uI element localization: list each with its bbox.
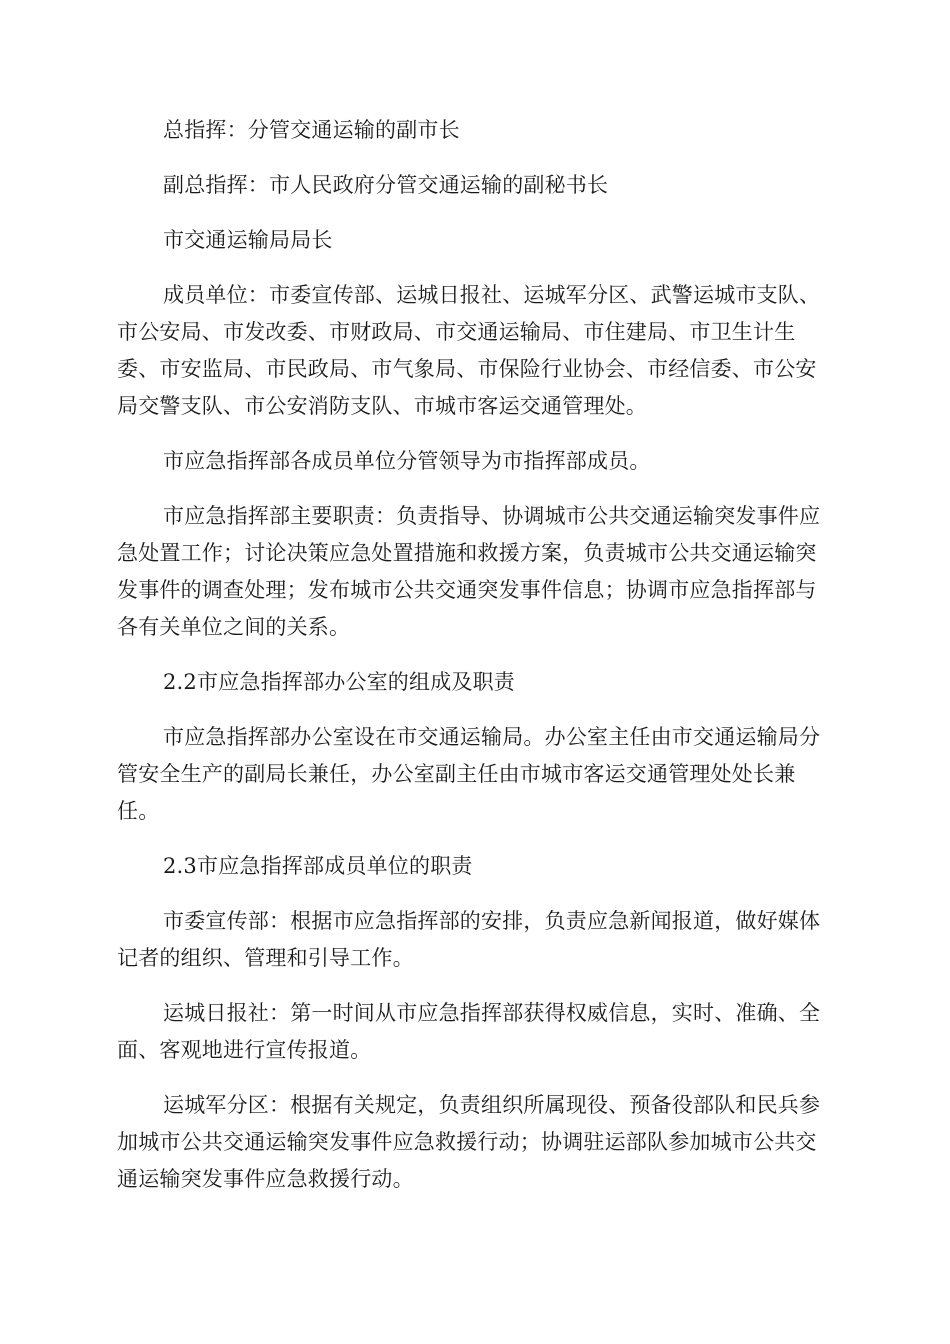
paragraph-deputy-commander: 副总指挥：市人民政府分管交通运输的副秘书长 <box>163 173 609 197</box>
section-heading-2-2: 2.2市应急指挥部办公室的组成及职责 <box>163 670 515 694</box>
section-heading-2-3: 2.3市应急指挥部成员单位的职责 <box>163 854 473 878</box>
paragraph-office-setup: 市应急指挥部办公室设在市交通运输局。办公室主任由市交通运输局分管安全生产的副局长兼任，办公室副主任由市城市客运交通管理处处长兼任。 <box>117 725 821 823</box>
paragraph-main-duties: 市应急指挥部主要职责：负责指导、协调城市公共交通运输突发事件应急处置工作；讨论决策应急处置措施和救援方案，负责城市公共交通运输突发事件的调查处理；发布城市公共交通突发事件信息；协调市应急指挥部与各有关单位之间的关系。 <box>117 504 821 639</box>
paragraph-member-units: 成员单位：市委宣传部、运城日报社、运城军分区、武警运城市支队、市公安局、市发改委、市财政局、市交通运输局、市住建局、市卫生计生委、市安监局、市民政局、市气象局、市保险行业协会、市经信委、市公安局交警支队、市公安消防支队、市城市客运交通管理处。 <box>117 283 821 418</box>
paragraph-member-leaders: 市应急指挥部各成员单位分管领导为市指挥部成员。 <box>163 449 651 473</box>
paragraph-transport-director: 市交通运输局局长 <box>163 228 333 252</box>
paragraph-daily-newspaper: 运城日报社：第一时间从市应急指挥部获得权威信息，实时、准确、全面、客观地进行宣传报道。 <box>117 1001 821 1062</box>
document-body <box>117 112 837 1216</box>
paragraph-commander: 总指挥：分管交通运输的副市长 <box>163 118 460 142</box>
paragraph-propaganda-dept: 市委宣传部：根据市应急指挥部的安排，负责应急新闻报道，做好媒体记者的组织、管理和引导工作。 <box>117 909 821 970</box>
paragraph-military-subdistrict: 运城军分区：根据有关规定，负责组织所属现役、预备役部队和民兵参加城市公共交通运输突发事件应急救援行动；协调驻运部队参加城市公共交通运输突发事件应急救援行动。 <box>117 1093 821 1191</box>
